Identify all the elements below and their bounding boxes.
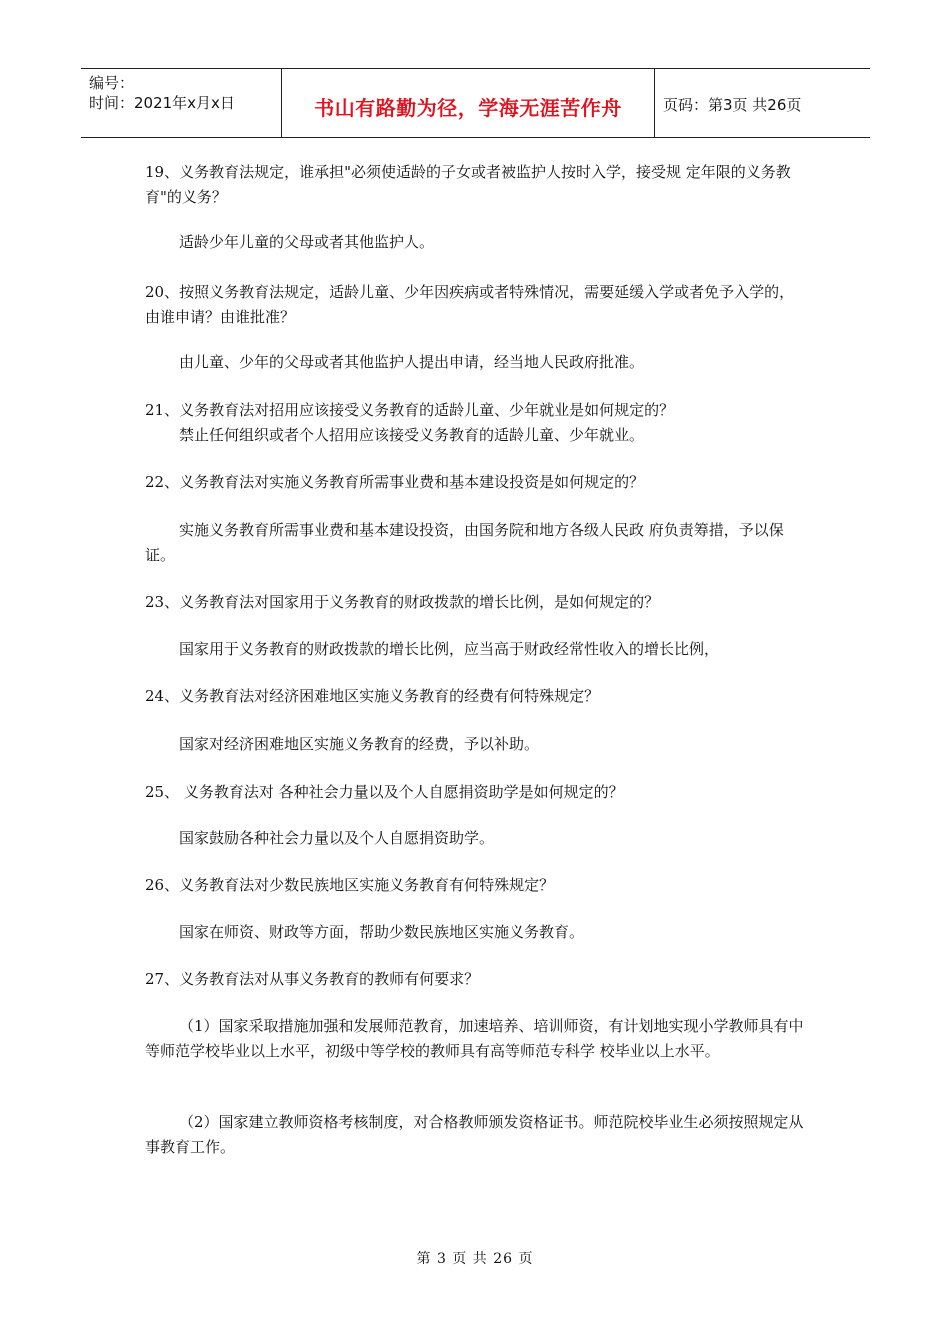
answer-text: （1）国家采取措施加强和发展师范教育，加速培养、培训师资，有计划地实现小学教师具有中等师范学校毕业以上水平，初级中等学校的教师具有高等师范专科学 校毕业以上水平。 (145, 1017, 804, 1060)
qa-item-23 (145, 590, 807, 615)
question-text: 20、按照义务教育法规定，适龄儿童、少年因疾病或者特殊情况，需要延缓入学或者免予入学的，由谁申请？由谁批准？ (145, 283, 795, 326)
answer-text: 国家在师资、财政等方面，帮助少数民族地区实施义务教育。 (179, 923, 585, 941)
qa-item-19 (145, 160, 807, 210)
qa-answer-20 (145, 350, 807, 375)
qa-item-21 (145, 398, 807, 448)
answer-text: 实施义务教育所需事业费和基本建设投资，由国务院和地方各级人民政 府负责筹措，予以保证。 (145, 521, 784, 564)
question-text: 25、 义务教育法对 各种社会力量以及个人自愿捐资助学是如何规定的？ (145, 783, 624, 801)
answer-text: （2）国家建立教师资格考核制度，对合格教师颁发资格证书。师范院校毕业生必须按照规定从事教育工作。 (145, 1113, 804, 1156)
qa-answer-22 (145, 518, 807, 568)
qa-item-20 (145, 280, 807, 330)
qa-answer-27-part1 (145, 1014, 807, 1064)
question-text: 26、义务教育法对少数民族地区实施义务教育有何特殊规定？ (145, 876, 555, 894)
number-label: 编号： (89, 74, 135, 92)
header-motto-cell (282, 69, 655, 137)
answer-text: 国家用于义务教育的财政拨款的增长比例，应当高于财政经常性收入的增长比例， (179, 640, 720, 658)
answer-text: 国家对经济困难地区实施义务教育的经费，予以补助。 (179, 735, 540, 753)
qa-item-24 (145, 684, 807, 709)
qa-answer-25 (145, 826, 807, 851)
answer-text: 国家鼓励各种社会力量以及个人自愿捐资助学。 (179, 829, 495, 847)
motto-text: 书山有路勤为径，学海无涯苦作舟 (314, 96, 622, 120)
page-header (81, 68, 870, 138)
qa-answer-23 (145, 637, 807, 662)
question-text: 19、义务教育法规定，谁承担"必须使适龄的子女或者被监护人按时入学，接受规 定年限的义务教育"的义务？ (145, 163, 791, 206)
question-text: 27、义务教育法对从事义务教育的教师有何要求？ (145, 970, 480, 988)
question-text: 21、义务教育法对招用应该接受义务教育的适龄儿童、少年就业是如何规定的？ (145, 401, 675, 419)
qa-answer-26 (145, 920, 807, 945)
time-label: 时间：2021年x月x日 (89, 94, 235, 112)
page-footer: 第 3 页 共 26 页 (416, 1251, 534, 1267)
answer-text: 禁止任何组织或者个人招用应该接受义务教育的适龄儿童、少年就业。 (179, 426, 645, 444)
qa-answer-19 (145, 230, 807, 255)
qa-item-26 (145, 873, 807, 898)
qa-item-25 (145, 780, 807, 805)
question-text: 22、义务教育法对实施义务教育所需事业费和基本建设投资是如何规定的？ (145, 473, 645, 491)
answer-text: 由儿童、少年的父母或者其他监护人提出申请，经当地人民政府批准。 (179, 353, 645, 371)
header-left-cell (81, 69, 282, 137)
qa-answer-24 (145, 732, 807, 757)
qa-item-22 (145, 470, 807, 495)
question-text: 23、义务教育法对国家用于义务教育的财政拨款的增长比例，是如何规定的？ (145, 593, 660, 611)
answer-text: 适龄少年儿童的父母或者其他监护人。 (179, 233, 435, 251)
page-number-label: 页码：第3页 共26页 (663, 96, 802, 114)
qa-answer-27-part2 (145, 1110, 807, 1160)
qa-item-27 (145, 967, 807, 992)
question-text: 24、义务教育法对经济困难地区实施义务教育的经费有何特殊规定？ (145, 687, 600, 705)
header-page-cell (655, 69, 870, 137)
